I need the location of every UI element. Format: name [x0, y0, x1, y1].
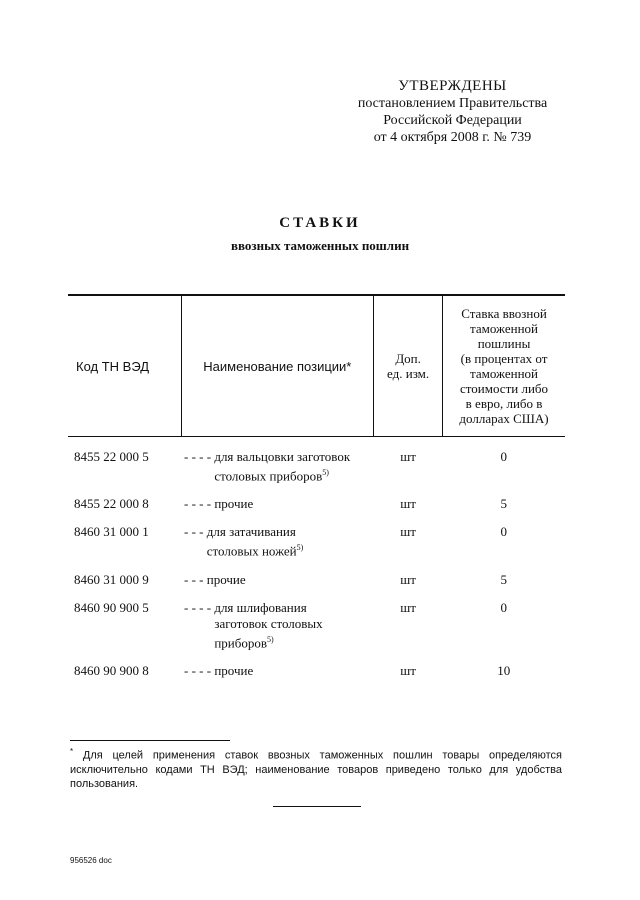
row-code: 8460 31 000 1: [74, 524, 149, 540]
footnote: [70, 745, 562, 791]
row-rate: 0: [500, 449, 508, 464]
row-dashes: - - -: [184, 571, 207, 587]
header-rate-line: таможенной: [470, 321, 539, 336]
table-row: [68, 651, 565, 679]
approval-heading: УТВЕРЖДЕНЫ: [398, 78, 507, 94]
table-header-row: [68, 295, 565, 437]
row-name-line: прочие: [214, 662, 254, 678]
row-unit: шт: [400, 496, 416, 512]
approval-line-date: от 4 октября 2008 г. № 739: [373, 130, 532, 145]
row-code: 8460 90 900 5: [74, 599, 149, 615]
header-name: Наименование позиции*: [181, 295, 374, 437]
table-row: [68, 560, 565, 588]
header-unit-line: Доп.: [395, 351, 421, 366]
row-code: 8460 90 900 8: [74, 662, 149, 678]
row-unit: шт: [400, 599, 416, 615]
row-rate: 0: [500, 599, 508, 615]
row-unit: шт: [400, 662, 416, 678]
header-rate-line: стоимости либо: [460, 381, 549, 396]
row-rate: 0: [500, 524, 508, 540]
row-code: 8460 31 000 9: [74, 571, 149, 587]
row-name-line: приборов: [214, 634, 267, 650]
table-row: [68, 512, 565, 559]
row-dashes: - - -: [184, 524, 207, 540]
row-code: 8455 22 000 8: [74, 496, 149, 512]
row-dashes: - - - -: [184, 662, 215, 678]
header-unit: [374, 295, 443, 437]
row-name-line: прочие: [214, 496, 254, 512]
row-dashes: - - - -: [184, 496, 215, 512]
row-name: [181, 651, 374, 679]
row-unit: шт: [400, 449, 416, 464]
row-name: [181, 560, 374, 588]
document-id: 956526 doc: [70, 856, 112, 865]
row-name: [181, 484, 374, 512]
row-name-line: столовых приборов: [214, 468, 323, 484]
row-footnote-ref: 5): [296, 543, 304, 553]
approval-block: [340, 78, 565, 146]
row-name: [181, 588, 374, 651]
footnote-marker: *: [70, 747, 74, 756]
approval-line-country: Российской Федерации: [383, 113, 522, 128]
row-name-line: для шлифования: [214, 599, 307, 615]
row-rate: 5: [500, 571, 508, 587]
header-rate-line: Ставка ввозной: [461, 306, 547, 321]
row-name-line: для вальцовки заготовок: [214, 449, 351, 464]
row-code: 8455 22 000 5: [74, 449, 149, 464]
table-row: [68, 588, 565, 651]
table-row: [68, 484, 565, 512]
row-name-line: столовых ножей: [206, 543, 297, 559]
end-divider: [273, 806, 361, 807]
row-footnote-ref: 5): [267, 634, 274, 644]
header-code: Код ТН ВЭД: [68, 295, 181, 437]
footnote-divider: [70, 740, 230, 741]
document-title: СТАВКИ: [279, 215, 361, 231]
row-footnote-ref: 5): [322, 468, 329, 477]
row-name-line: заготовок столовых: [214, 615, 323, 631]
rates-table: [68, 294, 565, 679]
row-dashes: - - - -: [184, 449, 215, 464]
header-rate-line: (в процентах от: [460, 351, 548, 366]
row-unit: шт: [400, 524, 416, 540]
document-subtitle: ввозных таможенных пошлин: [230, 238, 410, 253]
header-rate-line: в евро, либо в: [465, 396, 543, 411]
header-rate-line: таможенной: [470, 366, 539, 381]
row-name-line: прочие: [206, 571, 246, 587]
row-unit: шт: [400, 571, 416, 587]
row-rate: 10: [497, 662, 511, 678]
header-unit-line: ед. изм.: [387, 366, 430, 381]
row-rate: 5: [500, 496, 508, 512]
row-name: [181, 437, 374, 485]
header-rate-line: долларах США): [459, 411, 549, 426]
approval-line-decree: постановлением Правительства: [357, 96, 548, 111]
header-rate: [443, 295, 565, 437]
row-name: [181, 512, 374, 559]
header-rate-line: пошлины: [477, 336, 531, 351]
footnote-text: Для целей применения ставок ввозных таможенных пошлин товары определяются исключительно кодами ТН ВЭД; наименование товаров приведено только для удобства пользования.: [70, 749, 562, 790]
row-name-line: для затачивания: [206, 524, 296, 540]
row-dashes: - - - -: [184, 599, 215, 615]
table-row: [68, 437, 565, 485]
